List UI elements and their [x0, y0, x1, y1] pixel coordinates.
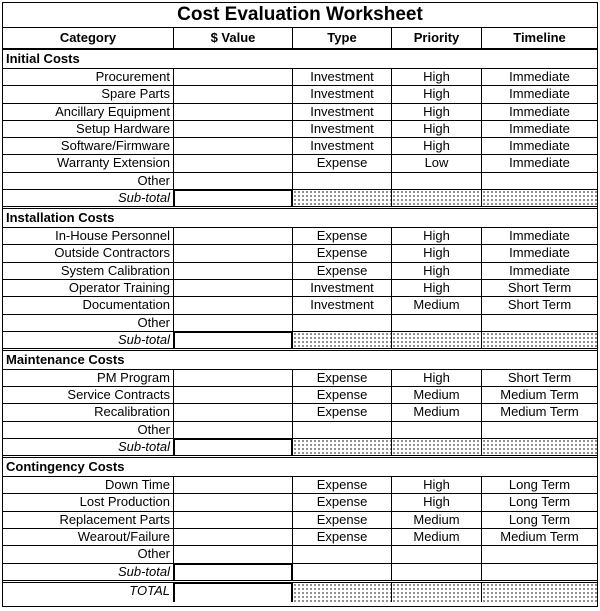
value-cell[interactable] [174, 228, 293, 244]
timeline-cell [482, 546, 597, 562]
subtotal-timeline-cell [482, 190, 597, 206]
timeline-cell: Immediate [509, 120, 570, 136]
value-cell[interactable] [174, 173, 293, 189]
section-header-row [3, 209, 597, 228]
table-row [3, 404, 597, 421]
table-row [3, 69, 597, 86]
value-cell[interactable] [174, 121, 293, 137]
table-row [3, 422, 597, 439]
priority-cell: High [392, 228, 482, 244]
category-cell: Lost Production [3, 494, 174, 510]
priority-cell: High [392, 121, 482, 137]
column-header-row [3, 28, 597, 50]
table-row [3, 315, 597, 332]
value-cell[interactable] [174, 370, 293, 386]
table-row [3, 387, 597, 404]
category-cell: Warranty Extension [3, 155, 174, 171]
value-cell[interactable] [174, 155, 293, 171]
category-cell: Setup Hardware [3, 121, 174, 137]
subtotal-row [3, 564, 597, 583]
table-row [3, 546, 597, 563]
timeline-cell: Immediate [509, 86, 570, 102]
category-cell: Replacement Parts [3, 512, 174, 528]
category-cell: System Calibration [3, 263, 174, 279]
timeline-cell: Immediate [509, 245, 570, 261]
priority-cell: High [392, 138, 482, 154]
category-cell: Other [3, 315, 174, 331]
value-cell[interactable] [174, 245, 293, 261]
category-cell: PM Program [3, 370, 174, 386]
type-cell: Expense [293, 245, 392, 261]
subtotal-timeline-cell [482, 439, 597, 455]
category-cell: Recalibration [3, 404, 174, 420]
category-cell: In-House Personnel [3, 228, 174, 244]
priority-cell: Medium [392, 387, 482, 403]
table-row [3, 173, 597, 190]
table-row [3, 477, 597, 494]
type-cell: Investment [293, 121, 392, 137]
subtotal-label: Sub-total [3, 564, 174, 580]
subtotal-label: Sub-total [3, 332, 174, 348]
type-cell: Expense [293, 263, 392, 279]
priority-cell: High [392, 280, 482, 296]
total-timeline-cell [482, 583, 597, 602]
priority-cell: High [392, 69, 482, 85]
timeline-cell: Immediate [509, 228, 570, 244]
value-cell[interactable] [174, 529, 293, 545]
total-priority-cell [392, 583, 482, 602]
type-cell [293, 315, 392, 331]
timeline-cell [482, 173, 597, 189]
timeline-cell: Long Term [508, 477, 571, 493]
table-row [3, 263, 597, 280]
timeline-cell: Long Term [508, 494, 571, 510]
type-cell: Investment [293, 69, 392, 85]
priority-cell: Medium [392, 512, 482, 528]
worksheet-body [3, 50, 597, 583]
type-cell [293, 422, 392, 438]
timeline-cell: Immediate [509, 138, 570, 154]
type-cell: Investment [293, 280, 392, 296]
subtotal-timeline-cell [482, 332, 597, 348]
section-title: Maintenance Costs [6, 351, 125, 367]
type-cell: Expense [293, 370, 392, 386]
subtotal-row [3, 332, 597, 351]
priority-cell [392, 546, 482, 562]
category-cell: Documentation [3, 297, 174, 313]
timeline-cell [482, 422, 597, 438]
value-cell[interactable] [174, 512, 293, 528]
priority-cell: High [392, 494, 482, 510]
value-cell[interactable] [174, 494, 293, 510]
type-cell: Expense [293, 387, 392, 403]
category-cell: Other [3, 173, 174, 189]
category-cell: Down Time [3, 477, 174, 493]
subtotal-row [3, 439, 597, 458]
timeline-cell: Immediate [509, 69, 570, 84]
priority-cell: High [392, 370, 482, 386]
subtotal-priority-cell [392, 564, 482, 580]
subtotal-label: Sub-total [3, 439, 174, 455]
subtotal-type-cell [293, 190, 392, 206]
table-row [3, 494, 597, 511]
category-cell: Wearout/Failure [3, 529, 174, 545]
timeline-cell: Short Term [507, 369, 572, 385]
priority-cell [392, 315, 482, 331]
total-row [3, 583, 597, 602]
section-header-row [3, 50, 597, 69]
subtotal-value-cell[interactable] [174, 564, 293, 580]
value-cell[interactable] [174, 546, 293, 562]
value-cell[interactable] [174, 422, 293, 438]
subtotal-value-cell[interactable] [174, 190, 293, 206]
subtotal-priority-cell [392, 332, 482, 348]
timeline-cell: Medium Term [500, 528, 579, 544]
value-cell[interactable] [174, 297, 293, 313]
section-title: Installation Costs [6, 210, 115, 226]
timeline-cell: Immediate [509, 155, 570, 171]
priority-cell: Medium [392, 297, 482, 313]
category-cell: Spare Parts [3, 86, 174, 102]
column-header-value: $ Value [174, 28, 293, 48]
value-cell[interactable] [174, 69, 293, 85]
section-header-row [3, 458, 597, 477]
type-cell: Expense [293, 155, 392, 171]
section-title: Initial Costs [6, 51, 80, 66]
value-cell[interactable] [174, 477, 293, 493]
column-header-priority: Priority [392, 28, 482, 48]
priority-cell [392, 173, 482, 189]
table-row [3, 138, 597, 155]
subtotal-label: Sub-total [3, 190, 174, 206]
table-row [3, 155, 597, 172]
cost-evaluation-worksheet [2, 2, 598, 607]
worksheet-title: Cost Evaluation Worksheet [3, 3, 597, 28]
type-cell: Investment [293, 104, 392, 120]
total-value-cell[interactable] [174, 583, 293, 602]
type-cell: Investment [293, 86, 392, 102]
priority-cell: Medium [392, 404, 482, 420]
category-cell: Other [3, 546, 174, 562]
section-title: Contingency Costs [6, 459, 125, 475]
priority-cell: High [392, 86, 482, 102]
subtotal-type-cell [293, 439, 392, 455]
category-cell: Operator Training [3, 280, 174, 296]
priority-cell [392, 422, 482, 438]
subtotal-priority-cell [392, 439, 482, 455]
total-type-cell [293, 583, 392, 602]
category-cell: Outside Contractors [3, 245, 174, 261]
priority-cell: High [392, 477, 482, 493]
column-header-category: Category [3, 28, 174, 48]
type-cell: Investment [293, 297, 392, 313]
category-cell: Procurement [3, 69, 174, 85]
category-cell: Service Contracts [3, 387, 174, 403]
priority-cell: High [392, 245, 482, 261]
timeline-cell: Immediate [509, 262, 570, 278]
subtotal-type-cell [293, 332, 392, 348]
table-row [3, 228, 597, 245]
table-row [3, 86, 597, 103]
priority-cell: High [392, 104, 482, 120]
value-cell[interactable] [174, 404, 293, 420]
value-cell[interactable] [174, 387, 293, 403]
priority-cell: High [392, 263, 482, 279]
table-row [3, 245, 597, 262]
column-header-type: Type [293, 28, 392, 48]
type-cell: Expense [293, 529, 392, 545]
type-cell [293, 173, 392, 189]
subtotal-value-cell[interactable] [174, 439, 293, 455]
value-cell[interactable] [174, 263, 293, 279]
timeline-cell: Immediate [509, 103, 570, 119]
value-cell[interactable] [174, 138, 293, 154]
timeline-cell: Short Term [507, 297, 572, 313]
column-header-timeline: Timeline [513, 30, 566, 45]
subtotal-value-cell[interactable] [174, 332, 293, 348]
subtotal-timeline-cell [482, 564, 597, 580]
value-cell[interactable] [174, 280, 293, 296]
timeline-cell: Medium Term [500, 404, 579, 420]
type-cell: Expense [293, 477, 392, 493]
type-cell [293, 546, 392, 562]
value-cell[interactable] [174, 315, 293, 331]
category-cell: Ancillary Equipment [3, 104, 174, 120]
table-row [3, 370, 597, 387]
timeline-cell [482, 315, 597, 331]
value-cell[interactable] [174, 86, 293, 102]
table-row [3, 529, 597, 546]
table-row [3, 512, 597, 529]
timeline-cell: Medium Term [500, 387, 579, 403]
section-header-row [3, 351, 597, 370]
total-label: TOTAL [3, 583, 174, 602]
type-cell: Expense [293, 494, 392, 510]
table-row [3, 121, 597, 138]
value-cell[interactable] [174, 104, 293, 120]
timeline-cell: Long Term [508, 511, 571, 527]
type-cell: Investment [293, 138, 392, 154]
type-cell: Expense [293, 404, 392, 420]
table-row [3, 280, 597, 297]
category-cell: Other [3, 422, 174, 438]
subtotal-priority-cell [392, 190, 482, 206]
timeline-cell: Short Term [507, 279, 572, 295]
type-cell: Expense [293, 228, 392, 244]
priority-cell: Low [392, 155, 482, 171]
subtotal-type-cell [293, 564, 392, 580]
type-cell: Expense [293, 512, 392, 528]
subtotal-row [3, 190, 597, 209]
priority-cell: Medium [392, 529, 482, 545]
category-cell: Software/Firmware [3, 138, 174, 154]
table-row [3, 297, 597, 314]
table-row [3, 104, 597, 121]
